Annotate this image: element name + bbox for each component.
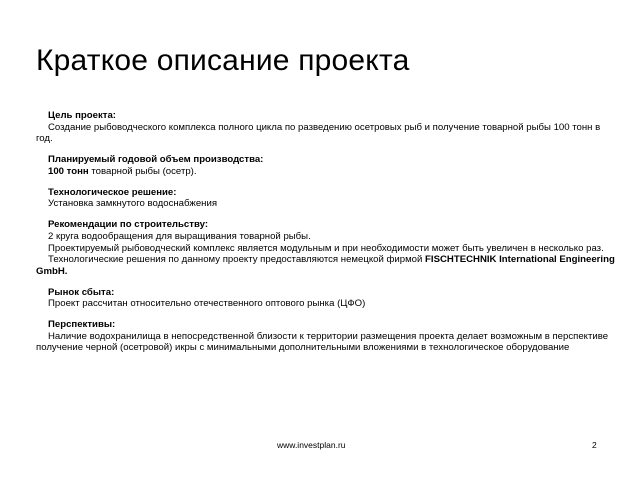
- section-paragraph: [36, 166, 616, 178]
- paragraph-bold-text: 100 тонн: [48, 165, 89, 177]
- section-market: [36, 287, 616, 310]
- section-heading: Технологическое решение:: [48, 186, 177, 198]
- paragraph-text: товарной рыбы (осетр).: [88, 165, 197, 177]
- section-paragraph: [36, 231, 616, 243]
- paragraph-text: Технологические решения по данному проекту предоставляются немецкой фирмой: [48, 254, 426, 266]
- section-construction: [36, 219, 616, 277]
- section-heading: Планируемый годовой объем производства:: [48, 154, 264, 166]
- section-heading: Цель проекта:: [48, 110, 116, 121]
- section-paragraph: [36, 331, 616, 354]
- slide-title: Краткое описание проекта: [36, 44, 410, 77]
- paragraph-text: Наличие водохранилища в непосредственной близости к территории размещения проекта делает возможным в перспективе получение черной (осетровой) икры с минимальными дополнительными вложениями в технологическое оборудование: [36, 330, 609, 354]
- section-paragraph: [36, 122, 616, 145]
- section-heading: Рынок сбыта:: [48, 286, 115, 298]
- paragraph-text: Проектируемый рыбоводческий комплекс является модульным и при необходимости может быть увеличен в несколько раз.: [48, 242, 604, 254]
- section-technology: [36, 187, 616, 210]
- page-number: 2: [592, 440, 597, 450]
- section-prospects: [36, 319, 616, 354]
- section-production-volume: [36, 154, 616, 177]
- paragraph-text: Создание рыбоводческого комплекса полного цикла по разведению осетровых рыб и получение товарной рыбы 100 тонн в год.: [36, 121, 601, 145]
- section-paragraph: [36, 254, 616, 277]
- paragraph-bold-text: FISCHTECHNIK International Engineering GmbH.: [36, 254, 615, 277]
- slide-body: [36, 110, 616, 363]
- section-heading: Рекомендации по строительству:: [48, 219, 209, 231]
- paragraph-text: Проект рассчитан относительно отечественного оптового рынка (ЦФО): [48, 298, 366, 310]
- section-goal: [36, 110, 616, 145]
- section-paragraph: [36, 198, 616, 210]
- section-paragraph: [36, 243, 616, 255]
- footer-url: www.investplan.ru: [277, 440, 346, 450]
- section-heading: Перспективы:: [48, 319, 116, 331]
- section-paragraph: [36, 298, 616, 310]
- paragraph-text: 2 круга водообращения для выращивания товарной рыбы.: [48, 230, 311, 242]
- paragraph-text: Установка замкнутого водоснабжения: [48, 198, 218, 210]
